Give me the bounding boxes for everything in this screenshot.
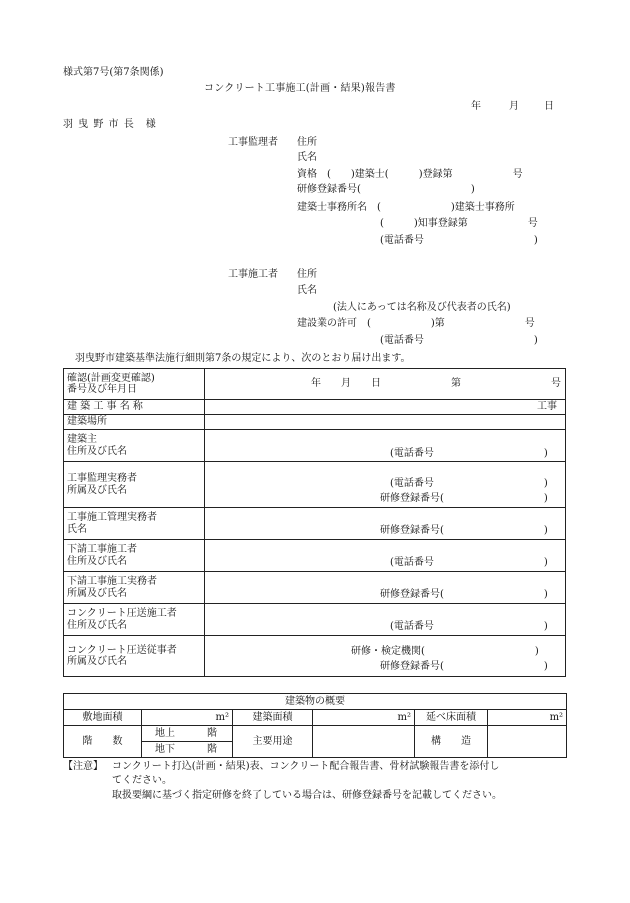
page-title: コンクリート工事施工(計画・結果)報告書 [204,83,396,94]
confirmation-label-line1: 確認(計画変更確認) [67,372,155,384]
notes-line2: てください。 [112,775,172,786]
floor-area-label: 延べ床面積 [415,710,488,726]
table-row [64,462,566,508]
pump-worker-label [64,636,205,677]
contractor-name-label: 氏名 [297,285,317,296]
confirmation-value-cell[interactable] [205,369,566,400]
construction-name-label: 建 築 工 事 名 称 [64,400,205,415]
report-table [63,368,566,677]
main-use-value[interactable] [313,726,415,758]
below-ground-label: 地下 [155,743,175,755]
mgr-practitioner-label-line1: 工事施工管理実務者 [67,512,157,523]
table-row [64,369,566,400]
pump-contractor-label-line1: コンクリート圧送施工者 [67,608,177,619]
pump-worker-label-line2: 所属及び氏名 [67,656,127,667]
structure-label: 構 造 [415,726,488,758]
above-floor-unit: 階 [207,727,217,739]
notes-line3: 取扱要綱に基づく指定研修を終了している場合は、研修登録番号を記載してください。 [112,790,502,801]
mgr-practitioner-cell[interactable] [205,508,566,540]
supervisor-address-label: 住所 [297,137,317,148]
pump-contractor-label [64,604,205,636]
date-month-label: 月 [509,101,519,112]
mgr-practitioner-training: 研修登録番号( ) [380,525,548,536]
pump-contractor-phone: (電話番号 ) [390,621,548,632]
owner-phone: (電話番号 ) [390,448,548,459]
owner-label-line2: 住所及び氏名 [67,445,127,457]
owner-label-line1: 建築主 [67,434,97,445]
supervisor-qualification: 資格 ( )建築士( )登録第 号 [297,169,523,180]
pump-worker-training: 研修登録番号( ) [380,661,548,672]
mgr-practitioner-label [64,508,205,540]
above-ground-cell[interactable] [142,726,233,742]
intro-text: 羽曳野市建築基準法施行細則第7条の規定により、次のとおり届け出ます。 [75,353,411,364]
confirmation-value: 年 月 日 第 号 [311,378,561,389]
site-area-value[interactable] [142,710,233,726]
construction-name-suffix: 工事 [537,401,557,412]
main-use-label: 主要用途 [233,726,313,758]
below-floor-unit: 階 [207,743,217,755]
notes-line1: コンクリート打込(計画・結果)表、コンクリート配合報告書、骨材試験報告書を添付し [112,761,500,772]
sup-practitioner-cell[interactable] [205,462,566,508]
contractor-corp-note: (法人にあっては名称及び代表者の氏名) [333,302,511,313]
contractor-address-label: 住所 [297,269,317,280]
site-cell[interactable] [205,415,566,430]
table-row [64,636,566,677]
building-area-unit: m² [397,711,411,723]
site-area-label: 敷地面積 [64,710,142,726]
supervisor-training-no: 研修登録番号( ) [297,184,475,195]
floor-area-value[interactable] [488,710,567,726]
sup-practitioner-label-line2: 所属及び氏名 [67,484,127,496]
site-label: 建築場所 [64,415,205,430]
date-year-label: 年 [471,101,481,112]
notes-label: 【注意】 [63,761,103,772]
summary-heading: 建築物の概要 [64,694,567,710]
construction-name-cell[interactable] [205,400,566,415]
confirmation-label-line2: 番号及び年月日 [67,384,137,395]
sup-practitioner-training: 研修登録番号( ) [380,493,548,504]
pump-worker-institution: 研修・検定機関( ) [351,646,539,657]
sub-contractor-label [64,540,205,572]
stories-label: 階 数 [64,726,142,758]
pump-contractor-cell[interactable] [205,604,566,636]
above-ground-label: 地上 [155,727,175,739]
contractor-role: 工事施工者 [228,269,278,280]
contractor-phone: (電話番号 ) [380,335,538,346]
table-row [64,540,566,572]
sub-contractor-cell[interactable] [205,540,566,572]
owner-cell[interactable] [205,430,566,462]
pump-worker-cell[interactable] [205,636,566,677]
owner-label [64,430,205,462]
sub-contractor-label-line1: 下請工事施工者 [67,544,137,555]
sub-contractor-label-line2: 住所及び氏名 [67,555,127,567]
site-area-unit: m² [215,711,229,723]
addressee: 羽 曳 野 市 長 様 [63,119,157,130]
table-row [64,604,566,636]
building-area-label: 建築面積 [233,710,313,726]
contractor-license: 建設業の許可 ( )第 号 [297,318,535,329]
table-row [64,572,566,604]
table-row [64,710,567,726]
sub-practitioner-label-line2: 所属及び氏名 [67,587,127,599]
supervisor-role: 工事監理者 [228,137,278,148]
date-day-label: 日 [544,101,554,112]
floor-area-unit: m² [549,711,564,723]
pump-worker-label-line1: コンクリート圧送従事者 [67,644,177,656]
below-ground-cell[interactable] [142,742,233,758]
confirmation-label [64,369,205,400]
supervisor-office-name: 建築士事務所名 ( )建築士事務所 [297,202,515,213]
form-number: 様式第7号(第7条関係) [63,67,164,78]
supervisor-name-label: 氏名 [297,152,317,163]
building-summary-table [63,693,567,758]
sub-practitioner-label [64,572,205,604]
supervisor-phone: (電話番号 ) [380,235,538,246]
supervisor-governor-reg: ( )知事登録第 号 [380,218,538,229]
structure-value[interactable] [488,726,567,758]
pump-contractor-label-line2: 住所及び氏名 [67,619,127,631]
sub-contractor-phone: (電話番号 ) [390,557,548,568]
table-row [64,694,567,710]
sub-practitioner-label-line1: 下請工事施工実務者 [67,576,157,587]
sub-practitioner-training: 研修登録番号( ) [380,589,548,600]
table-row [64,726,567,742]
sup-practitioner-phone: (電話番号 ) [390,478,548,489]
mgr-practitioner-label-line2: 氏名 [67,523,87,535]
sup-practitioner-label-line1: 工事監理実務者 [67,473,137,484]
sub-practitioner-cell[interactable] [205,572,566,604]
table-row [64,508,566,540]
sup-practitioner-label [64,462,205,508]
table-row [64,415,566,430]
table-row [64,430,566,462]
building-area-value[interactable] [313,710,415,726]
table-row [64,400,566,415]
